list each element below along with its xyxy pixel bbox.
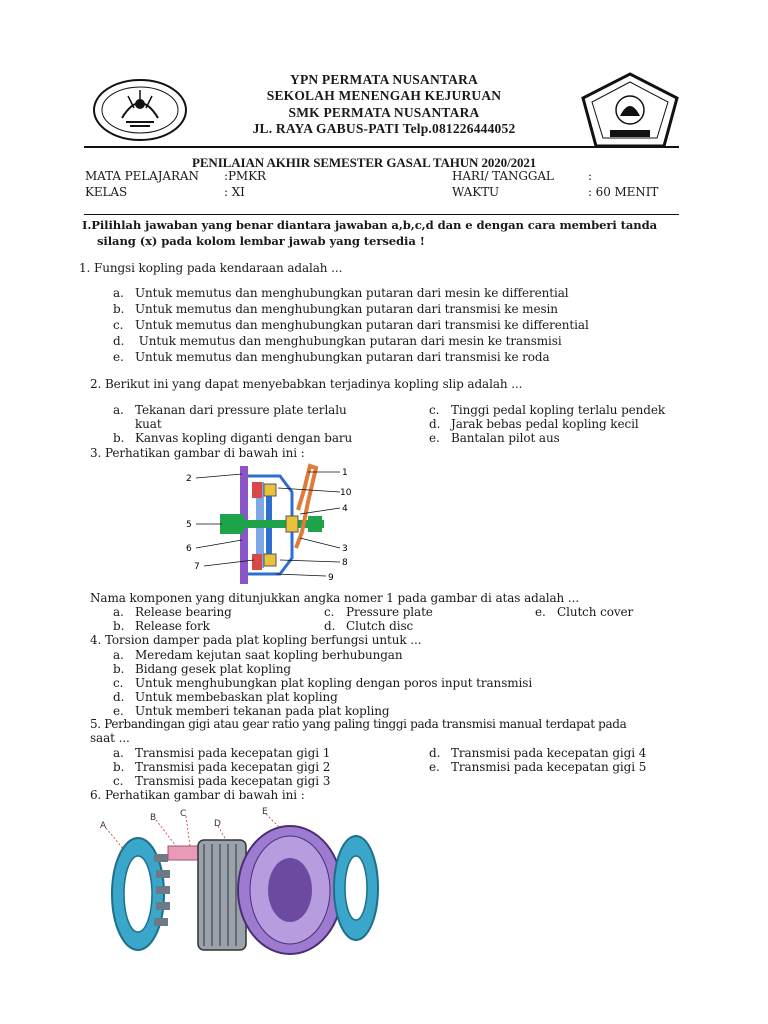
figure-label: D (214, 819, 221, 829)
option-letter: c. (113, 676, 124, 690)
option-letter: d. (324, 619, 336, 633)
option-letter: d. (429, 746, 441, 760)
option-text: Clutch disc (346, 619, 414, 633)
option-letter: b. (113, 431, 125, 445)
figure-label: 3 (342, 544, 348, 554)
figure-label: 1 (342, 468, 348, 478)
q1-option-b[interactable] (113, 302, 558, 316)
clutch-diagram (180, 462, 360, 588)
q2-option-a[interactable] (113, 403, 347, 417)
question-3: 3. Perhatikan gambar di bawah ini : (90, 446, 305, 460)
question-6: 6. Perhatikan gambar di bawah ini : (90, 788, 305, 802)
q4-option-b[interactable] (113, 662, 291, 676)
option-text: Untuk memutus dan menghubungkan putaran dari transmisi ke roda (135, 350, 550, 364)
class-value: : XI (224, 185, 245, 199)
figure-label: 6 (186, 544, 192, 554)
option-text: Meredam kejutan saat kopling berhubungan (135, 648, 403, 662)
option-letter: e. (113, 350, 124, 364)
option-text: Untuk memutus dan menghubungkan putaran dari mesin ke transmisi (135, 334, 562, 348)
exam-title: PENILAIAN AKHIR SEMESTER GASAL TAHUN 2020/2021 (192, 155, 537, 170)
q2-option-c[interactable] (429, 403, 665, 417)
time-value: : 60 MENIT (588, 185, 659, 199)
q3-option-e[interactable] (535, 605, 633, 619)
school-type: SEKOLAH MENENGAH KEJURUAN (266, 88, 502, 103)
option-text: Clutch cover (557, 605, 634, 619)
q4-option-a[interactable] (113, 648, 402, 662)
figure-label: 4 (342, 504, 348, 514)
figure-label: 10 (340, 488, 352, 498)
q3-option-c[interactable] (324, 605, 433, 619)
option-letter: e. (429, 760, 440, 774)
option-text: Transmisi pada kecepatan gigi 5 (451, 760, 647, 774)
option-text: Transmisi pada kecepatan gigi 4 (451, 746, 647, 760)
option-letter: b. (113, 662, 125, 676)
figure-label: C (180, 809, 187, 819)
option-text: Transmisi pada kecepatan gigi 3 (135, 774, 331, 788)
q3-question: Nama komponen yang ditunjukkan angka nomer 1 pada gambar di atas adalah ... (90, 591, 580, 605)
time-label: WAKTU (452, 185, 499, 199)
figure-label: 5 (186, 520, 192, 530)
option-text: Pressure plate (346, 605, 433, 619)
q2-option-a-cont: kuat (135, 417, 162, 431)
question-1: 1. Fungsi kopling pada kendaraan adalah ... (79, 261, 343, 275)
option-letter: c. (324, 605, 335, 619)
figure-label: 2 (186, 474, 192, 484)
option-text: Bantalan pilot aus (451, 431, 560, 445)
q1-option-c[interactable] (113, 318, 589, 332)
option-letter: c. (113, 774, 124, 788)
option-letter: e. (535, 605, 546, 619)
class-label: KELAS (85, 185, 128, 199)
option-text: Bidang gesek plat kopling (135, 662, 291, 676)
q4-option-c[interactable] (113, 676, 532, 690)
question-4: 4. Torsion damper pada plat kopling berfungsi untuk ... (90, 633, 422, 647)
option-letter: d. (113, 690, 125, 704)
option-letter: c. (113, 318, 124, 332)
instruction-line-2: silang (x) pada kolom lembar jawab yang tersedia ! (97, 234, 425, 248)
instruction-line-1: I.Pilihlah jawaban yang benar diantara jawaban a,b,c,d dan e dengan cara memberi tanda (82, 218, 658, 232)
synchromesh-diagram (94, 804, 394, 964)
q4-option-d[interactable] (113, 690, 338, 704)
subject-label: MATA PELAJARAN (85, 169, 199, 183)
q5-option-a[interactable] (113, 746, 330, 760)
option-text: Untuk membebaskan plat kopling (135, 690, 338, 704)
option-letter: d. (113, 334, 125, 348)
q5-option-c[interactable] (113, 774, 330, 788)
option-text: Tinggi pedal kopling terlalu pendek (451, 403, 666, 417)
figure-label: 7 (194, 562, 200, 572)
q3-option-d[interactable] (324, 619, 413, 633)
option-text: Kanvas kopling diganti dengan baru (135, 431, 353, 445)
option-letter: a. (113, 746, 124, 760)
q3-option-a[interactable] (113, 605, 232, 619)
option-letter: a. (113, 403, 124, 417)
option-text: Jarak bebas pedal kopling kecil (451, 417, 639, 431)
question-5-line-2: saat ... (90, 731, 130, 745)
option-text: Untuk menghubungkan plat kopling dengan poros input transmisi (135, 676, 533, 690)
q4-option-e[interactable] (113, 704, 389, 718)
option-letter: e. (113, 704, 124, 718)
option-letter: a. (113, 286, 124, 300)
q2-option-b[interactable] (113, 431, 352, 445)
option-text: Release fork (135, 619, 210, 633)
figure-label: B (150, 813, 157, 823)
question-5-line-1: 5. Perbandingan gigi atau gear ratio yang paling tinggi pada transmisi manual terdapat pada (90, 717, 627, 731)
figure-label: 9 (328, 573, 334, 583)
q2-option-d[interactable] (429, 417, 639, 431)
option-letter: d. (429, 417, 441, 431)
date-label: HARI/ TANGGAL (452, 169, 554, 183)
date-value: : (588, 169, 592, 183)
option-text: Tekanan dari pressure plate terlalu (135, 403, 347, 417)
header-divider (84, 146, 679, 148)
option-text: Untuk memutus dan menghubungkan putaran dari transmisi ke mesin (135, 302, 558, 316)
figure-label: 8 (342, 558, 348, 568)
option-letter: b. (113, 760, 125, 774)
option-letter: b. (113, 302, 125, 316)
option-letter: a. (113, 648, 124, 662)
option-letter: e. (429, 431, 440, 445)
question-2: 2. Berikut ini yang dapat menyebabkan terjadinya kopling slip adalah ... (90, 377, 523, 391)
option-text: Transmisi pada kecepatan gigi 1 (135, 746, 331, 760)
q1-option-d[interactable] (113, 334, 562, 348)
option-text: Untuk memutus dan menghubungkan putaran dari transmisi ke differential (135, 318, 589, 332)
option-text: Untuk memutus dan menghubungkan putaran dari mesin ke differential (135, 286, 569, 300)
option-text: Release bearing (135, 605, 232, 619)
option-letter: b. (113, 619, 125, 633)
option-text: Transmisi pada kecepatan gigi 2 (135, 760, 331, 774)
q5-option-e[interactable] (429, 760, 646, 774)
q5-option-b[interactable] (113, 760, 330, 774)
school-name: SMK PERMATA NUSANTARA (288, 105, 480, 120)
school-address: JL. RAYA GABUS-PATI Telp.081226444052 (252, 121, 516, 136)
subject-value: :PMKR (224, 169, 266, 183)
figure-label: A (100, 821, 107, 831)
q1-option-e[interactable] (113, 350, 550, 364)
option-letter: a. (113, 605, 124, 619)
q2-option-e[interactable] (429, 431, 560, 445)
q3-option-b[interactable] (113, 619, 210, 633)
info-divider (84, 214, 679, 215)
option-letter: c. (429, 403, 440, 417)
option-text: Untuk memberi tekanan pada plat kopling (135, 704, 390, 718)
q1-option-a[interactable] (113, 286, 568, 300)
q5-option-d[interactable] (429, 746, 646, 760)
figure-label: E (262, 807, 268, 817)
foundation-name: YPN PERMATA NUSANTARA (290, 72, 478, 87)
